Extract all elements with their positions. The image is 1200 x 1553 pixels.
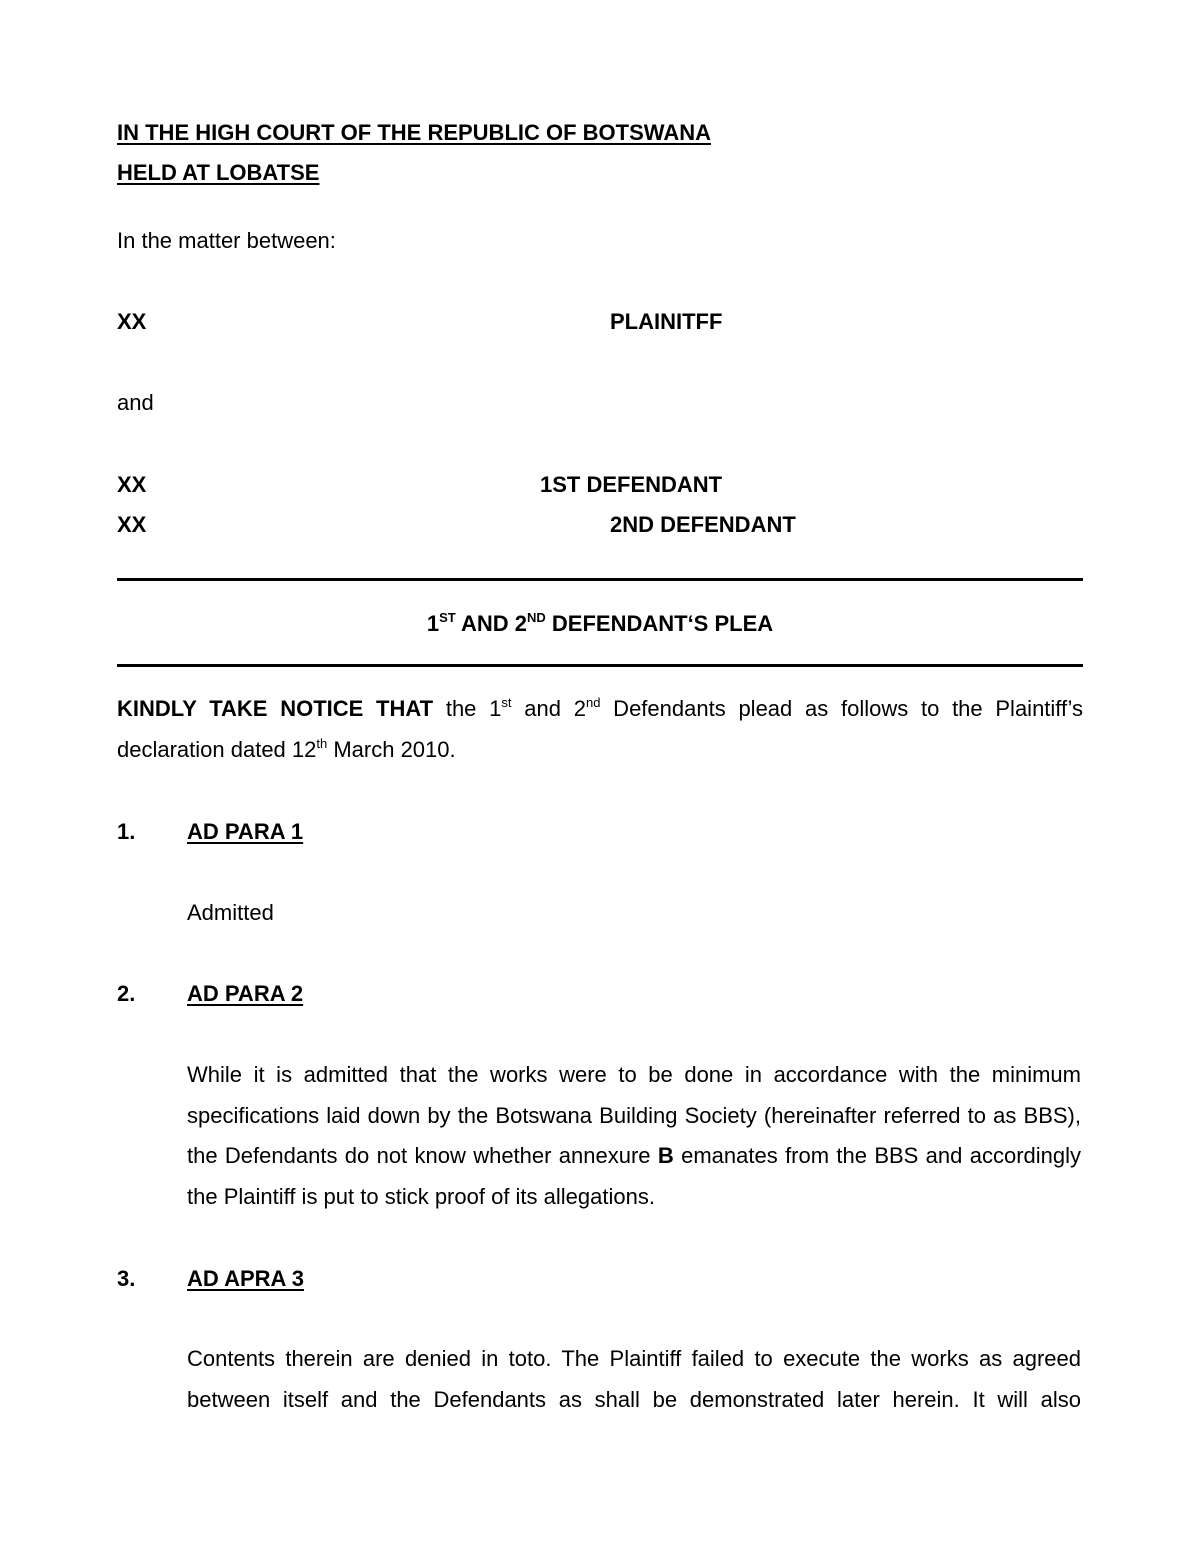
court-name: IN THE HIGH COURT OF THE REPUBLIC OF BOTSWANA	[117, 120, 711, 145]
section-heading: AD PARA 2	[187, 981, 304, 1006]
section-body: Contents therein are denied in toto. The Plaintiff failed to execute the works as agreed between itself and the Defendants as shall be demonstrated later herein. It will also	[187, 1346, 1081, 1412]
second-defendant-name: XX	[117, 512, 147, 537]
second-defendant-role: 2ND DEFENDANT	[610, 512, 796, 537]
and-separator: and	[117, 390, 154, 415]
section-body: While it is admitted that the works were to be done in accordance with the minimum specifications laid down by the Botswana Building Society (hereinafter referred to as BBS), the Defendants do not know whether annexure B emanates from the BBS and accordingly the Plaintiff is put to stick proof of its allegations.	[187, 1062, 1082, 1209]
title-top-rule	[117, 578, 1083, 581]
plaintiff-role: PLAINITFF	[610, 309, 723, 334]
notice-paragraph: KINDLY TAKE NOTICE THAT the 1st and 2nd Defendants plead as follows to the Plaintiff’s declaration dated 12th March 2010.	[117, 695, 1084, 762]
first-defendant-role: 1ST DEFENDANT	[540, 472, 723, 497]
section-number: 2.	[117, 981, 136, 1006]
section-body: Admitted	[187, 900, 274, 925]
section-number: 1.	[117, 819, 136, 844]
document-title: 1ST AND 2ND DEFENDANT‘S PLEA	[426, 610, 774, 636]
court-location: HELD AT LOBATSE	[117, 160, 320, 185]
section-heading: AD PARA 1	[187, 819, 304, 844]
title-bottom-rule	[117, 664, 1083, 667]
section-heading: AD APRA 3	[187, 1266, 304, 1291]
section-number: 3.	[117, 1266, 136, 1291]
matter-between-label: In the matter between:	[117, 228, 336, 253]
plaintiff-name: XX	[117, 309, 147, 334]
first-defendant-name: XX	[117, 472, 147, 497]
